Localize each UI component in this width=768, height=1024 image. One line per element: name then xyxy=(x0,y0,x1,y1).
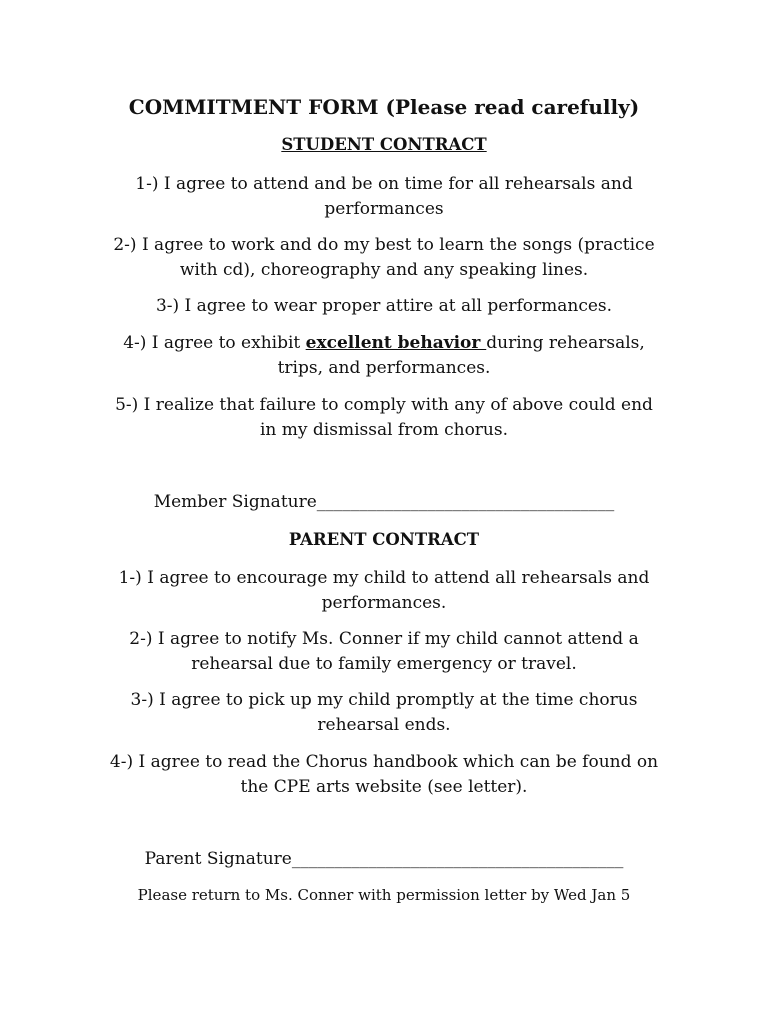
student-item-5-line-2: in my dismissal from chorus. xyxy=(259,419,509,440)
parent-item-1 xyxy=(0,566,768,615)
student-item-3-line-1: 3-) I agree to wear proper attire at all performances. xyxy=(155,296,613,316)
student-item-2 xyxy=(0,233,768,282)
student-contract-heading-text: STUDENT CONTRACT xyxy=(281,135,487,154)
student-item-4-prefix: 4-) I agree to exhibit xyxy=(123,333,306,353)
student-item-2-line-1: 2-) I agree to work and do my best to learn the songs (practice xyxy=(113,235,655,255)
student-item-2-line-2: with cd), choreography and any speaking lines. xyxy=(179,259,589,280)
student-contract-heading xyxy=(0,135,768,154)
parent-item-2 xyxy=(0,627,768,676)
return-instructions: Please return to Ms. Conner with permission letter by Wed Jan 5 xyxy=(137,886,631,904)
student-item-4-line-1 xyxy=(0,331,768,356)
parent-item-4 xyxy=(0,750,768,799)
student-item-3 xyxy=(0,294,768,319)
parent-item-2-line-2: rehearsal due to family emergency or travel. xyxy=(191,653,577,674)
parent-item-2-line-1: 2-) I agree to notify Ms. Conner if my child cannot attend a xyxy=(129,629,639,649)
parent-item-1-line-1: 1-) I agree to encourage my child to attend all rehearsals and xyxy=(118,568,650,588)
parent-contract-heading: PARENT CONTRACT xyxy=(288,530,480,549)
parent-item-1-line-2: performances. xyxy=(321,592,447,613)
parent-item-4-line-1: 4-) I agree to read the Chorus handbook which can be found on xyxy=(109,752,659,772)
parent-signature-line[interactable]: Parent Signature_______________________________________ xyxy=(144,849,624,869)
student-item-5-line-1: 5-) I realize that failure to comply with any of above could end xyxy=(115,395,653,415)
student-item-4 xyxy=(0,331,768,380)
parent-item-3-line-1: 3-) I agree to pick up my child promptly at the time chorus xyxy=(130,690,638,710)
form-title: COMMITMENT FORM (Please read carefully) xyxy=(128,95,640,119)
student-item-5 xyxy=(0,393,768,442)
student-item-1-line-1: 1-) I agree to attend and be on time for all rehearsals and xyxy=(135,174,633,194)
student-item-4-suffix: during rehearsals, xyxy=(486,333,645,353)
student-item-4-line-2: trips, and performances. xyxy=(277,357,491,378)
student-item-1-line-2: performances xyxy=(324,198,444,219)
parent-item-3 xyxy=(0,688,768,737)
parent-item-4-line-2: the CPE arts website (see letter). xyxy=(240,776,528,797)
excellent-behavior-emphasis: excellent behavior xyxy=(305,333,487,353)
member-signature-line[interactable]: Member Signature___________________________________ xyxy=(153,492,615,512)
student-item-1 xyxy=(0,172,768,221)
parent-item-3-line-2: rehearsal ends. xyxy=(317,714,451,735)
